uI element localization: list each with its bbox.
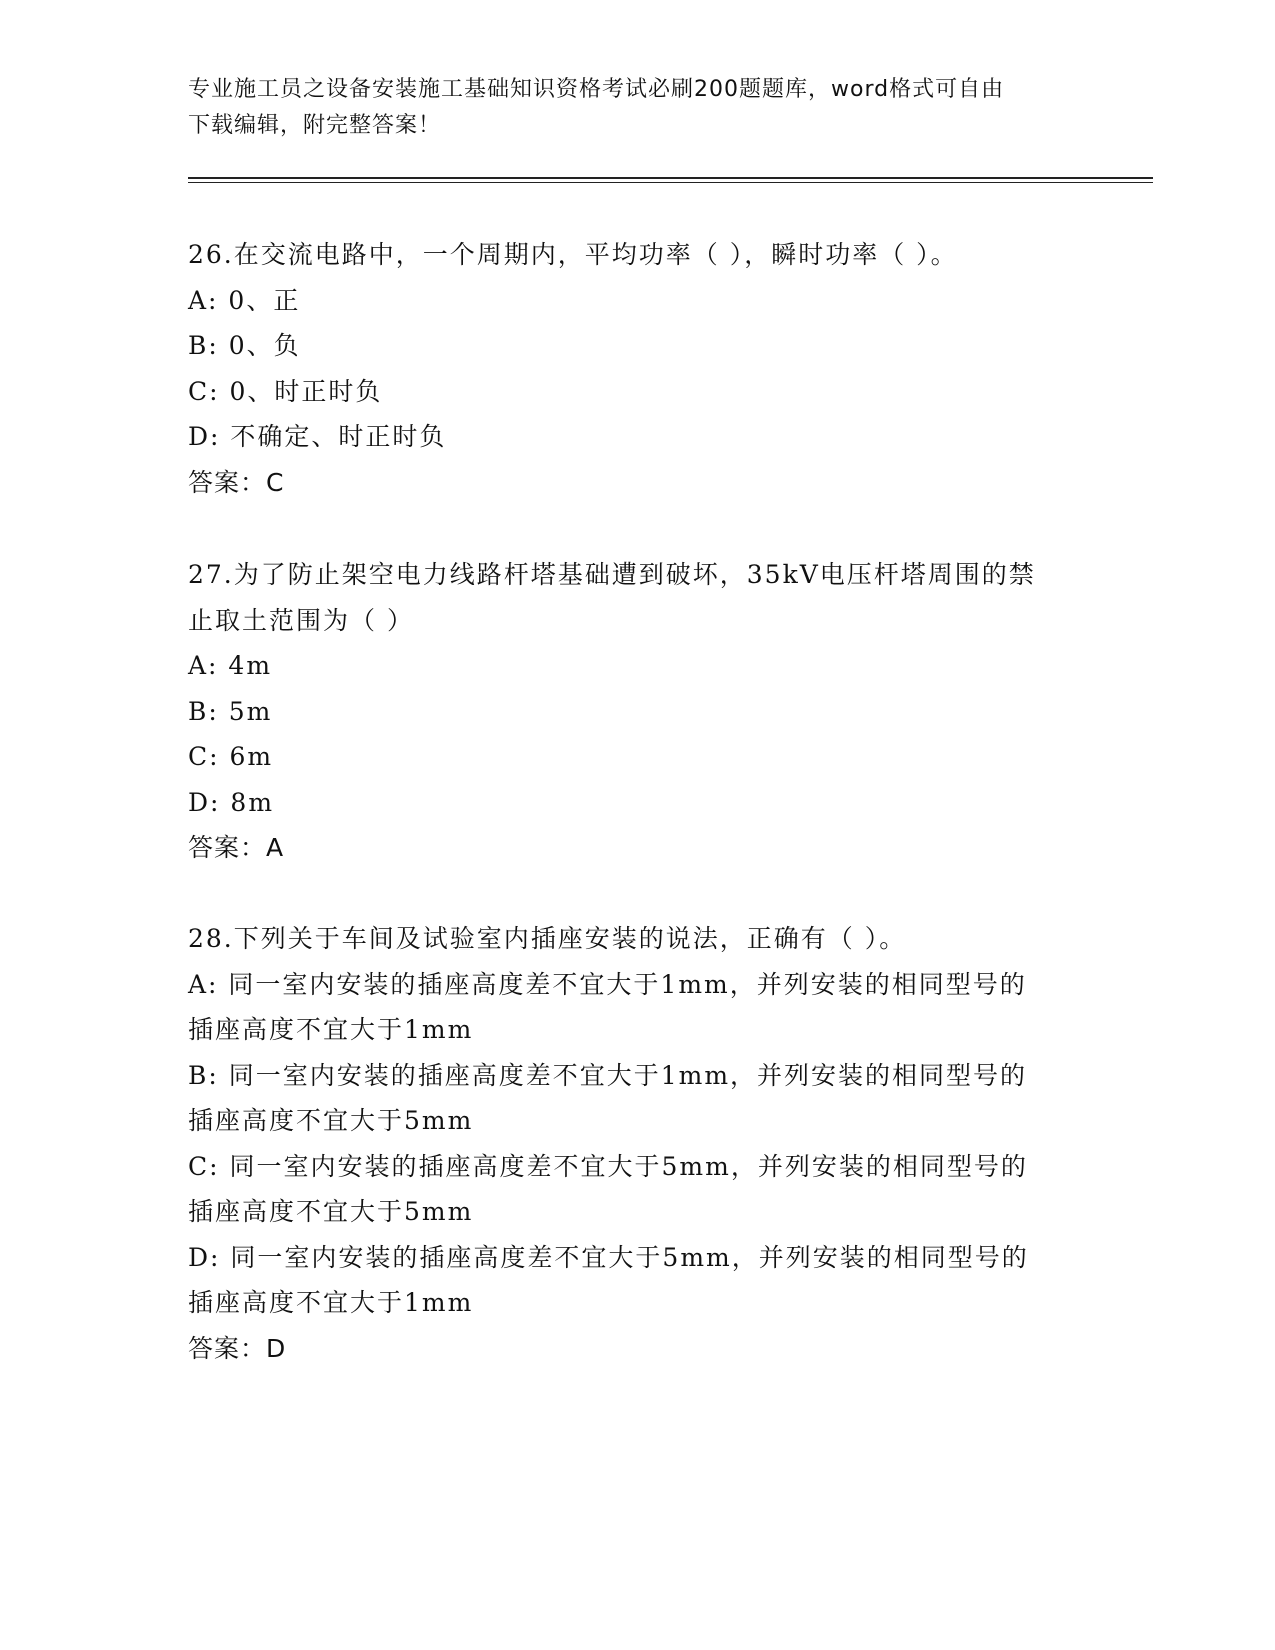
header-line-2: 下载编辑，附完整答案！ (188, 113, 442, 138)
option-b-continued: 插座高度不宜大于5mm (188, 1106, 474, 1135)
answer: 答案：A (188, 833, 285, 862)
question-stem-line: 止取土范围为（ ） (188, 605, 414, 635)
option-b: B: 0、负 (188, 331, 301, 360)
header-divider-thick (188, 177, 1153, 179)
question-stem-line: 28.下列关于车间及试验室内插座安装的说法，正确有（ ）。 (188, 924, 907, 953)
question-26 (188, 232, 1088, 505)
option-a: A: 同一室内安装的插座高度差不宜大于1mm，并列安装的相同型号的 (188, 969, 1027, 999)
question-stem-line: 27.为了防止架空电力线路杆塔基础遭到破坏，35kV电压杆塔周围的禁 (188, 560, 1036, 589)
question-28 (188, 916, 1088, 1371)
document-header (188, 72, 1068, 144)
option-a: A: 4m (188, 651, 273, 680)
option-d: D: 8m (188, 787, 275, 817)
option-c-continued: 插座高度不宜大于5mm (188, 1197, 474, 1226)
option-c: C: 同一室内安装的插座高度差不宜大于5mm，并列安装的相同型号的 (188, 1151, 1028, 1181)
question-stem-line: 26.在交流电路中，一个周期内，平均功率（ ），瞬时功率（ ）。 (188, 240, 958, 269)
header-divider-thin (188, 182, 1153, 183)
answer: 答案：C (188, 467, 285, 497)
option-c: C: 0、时正时负 (188, 376, 383, 406)
option-b: B: 5m (188, 696, 273, 726)
option-d: D: 不确定、时正时负 (188, 422, 447, 451)
option-a-continued: 插座高度不宜大于1mm (188, 1015, 474, 1044)
option-d: D: 同一室内安装的插座高度差不宜大于5mm，并列安装的相同型号的 (188, 1242, 1029, 1272)
option-d-continued: 插座高度不宜大于1mm (188, 1288, 474, 1317)
option-a: A: 0、正 (188, 285, 301, 315)
question-27 (188, 552, 1088, 871)
header-line-1: 专业施工员之设备安装施工基础知识资格考试必刷200题题库，word格式可自由 (188, 77, 1005, 102)
option-c: C: 6m (188, 742, 274, 771)
answer: 答案：D (188, 1333, 287, 1363)
option-b: B: 同一室内安装的插座高度差不宜大于1mm，并列安装的相同型号的 (188, 1060, 1028, 1090)
